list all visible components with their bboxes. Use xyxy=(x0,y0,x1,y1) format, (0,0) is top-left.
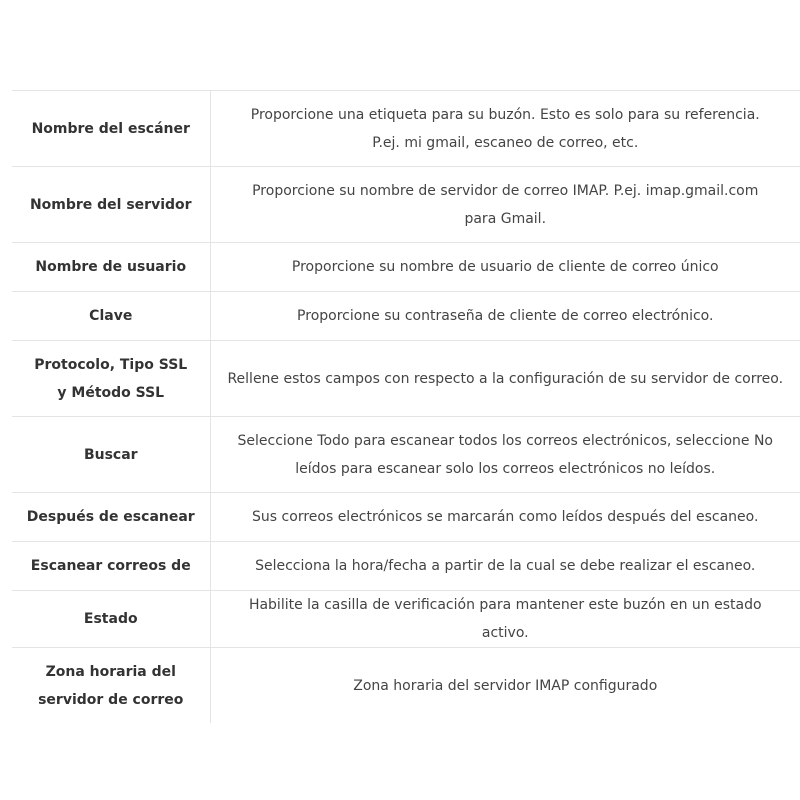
field-label: Protocolo, Tipo SSL y Método SSL xyxy=(12,341,210,417)
field-description: Zona horaria del servidor IMAP configurado xyxy=(353,677,658,694)
table-row xyxy=(12,417,800,493)
table-row xyxy=(12,542,800,591)
field-label: Escanear correos de xyxy=(12,542,210,591)
field-description: Habilite la casilla de verificación para mantener este buzón en un estado activo. xyxy=(248,597,762,641)
field-label: Nombre del escáner xyxy=(12,91,210,167)
field-description: Proporcione su nombre de servidor de correo IMAP. P.ej. imap.gmail.com para Gmail. xyxy=(252,182,759,227)
field-label: Nombre del servidor xyxy=(12,167,210,243)
field-description xyxy=(210,91,800,167)
table-row xyxy=(12,243,800,292)
field-description: Selecciona la hora/fecha a partir de la cual se debe realizar el escaneo. xyxy=(255,558,756,574)
settings-table-container xyxy=(12,90,800,723)
field-description: Proporcione su contraseña de cliente de correo electrónico. xyxy=(297,308,714,324)
field-label: Nombre de usuario xyxy=(12,243,210,292)
table-row xyxy=(12,341,800,417)
field-description-text: Proporcione una etiqueta para su buzón. Esto es solo para su referencia. P.ej. mi gmail, escaneo de correo, etc. xyxy=(250,106,760,151)
field-label: Clave xyxy=(12,292,210,341)
table-row xyxy=(12,648,800,724)
field-label: Después de escanear xyxy=(12,493,210,542)
field-label: Buscar xyxy=(12,417,210,493)
table-row xyxy=(12,91,800,167)
field-description: Proporcione su nombre de usuario de cliente de correo único xyxy=(291,259,719,275)
field-description: Rellene estos campos con respecto a la configuración de su servidor de correo. xyxy=(227,370,784,387)
table-row xyxy=(12,493,800,542)
settings-description-table xyxy=(12,90,800,723)
field-description: Seleccione Todo para escanear todos los correos electrónicos, seleccione No leídos para escanear solo los correos electrónicos no leídos. xyxy=(237,432,773,477)
field-label: Estado xyxy=(12,591,210,648)
field-description: Sus correos electrónicos se marcarán como leídos después del escaneo. xyxy=(252,509,759,525)
field-label: Zona horaria del servidor de correo xyxy=(12,648,210,724)
table-row xyxy=(12,167,800,243)
table-row xyxy=(12,292,800,341)
table-row xyxy=(12,591,800,648)
